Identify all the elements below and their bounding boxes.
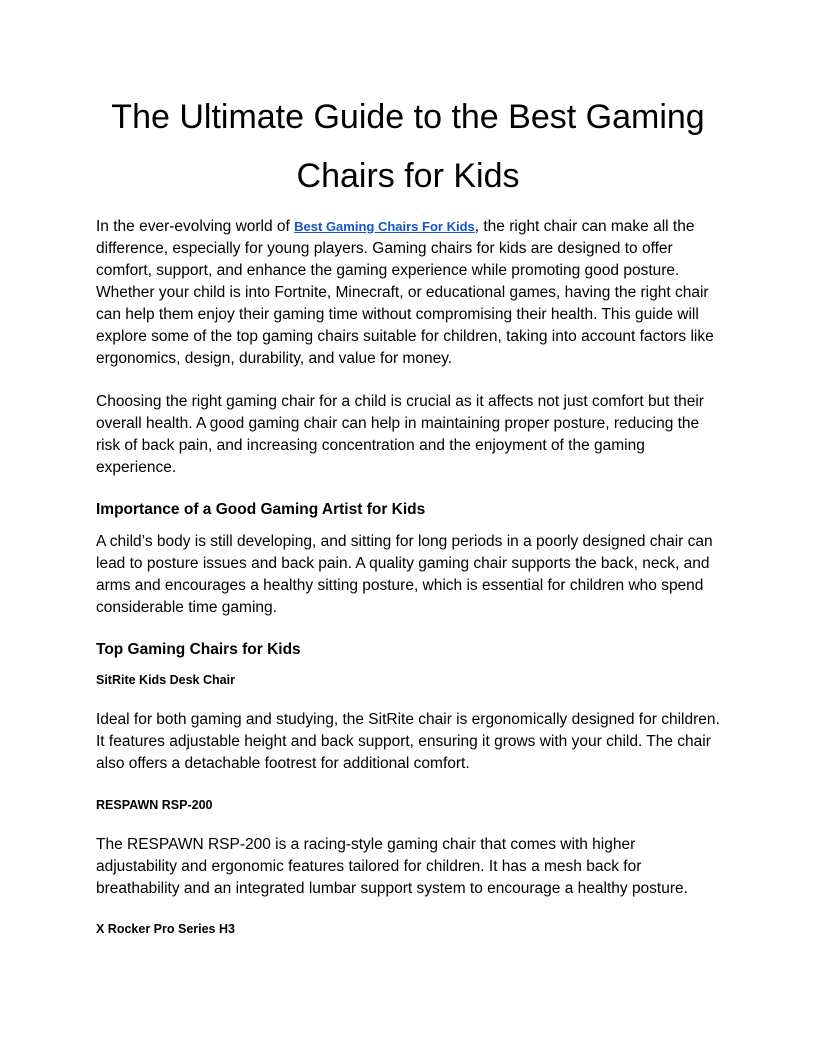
importance-heading: Importance of a Good Gaming Artist for Kids <box>96 501 426 518</box>
product-description-sitrite: Ideal for both gaming and studying, the SitRite chair is ergonomically designed for children. It features adjustable height and back support, ensuring it grows with your child. The chair also offers a detachable footrest for additional comfort. <box>96 711 720 772</box>
product-heading-x-rocker: X Rocker Pro Series H3 <box>96 922 235 936</box>
best-gaming-chairs-link[interactable]: Best Gaming Chairs For Kids <box>294 219 475 234</box>
product-heading-sitrite: SitRite Kids Desk Chair <box>96 673 235 687</box>
intro-text-after-link: , the right chair can make all the difference, especially for young players. Gaming chairs for kids are designed to offer comfort, support, and enhance the gaming experience while promoting good posture. Whether your child is into Fortnite, Minecraft, or educational games, having the right chair can help them enjoy their gaming time without compromising their health. This guide will explore some of the top gaming chairs suitable for children, taking into account factors like ergonomics, design, durability, and value for money. <box>96 218 714 367</box>
product-heading-respawn: RESPAWN RSP-200 <box>96 798 213 812</box>
product-description-respawn: The RESPAWN RSP-200 is a racing-style gaming chair that comes with higher adjustability and ergonomic features tailored for children. It has a mesh back for breathability and an integrated lumbar support system to encourage a healthy posture. <box>96 836 688 897</box>
document-title: The Ultimate Guide to the Best Gaming Chairs for Kids <box>111 98 705 195</box>
importance-paragraph: A child’s body is still developing, and sitting for long periods in a poorly designed chair can lead to posture issues and back pain. A quality gaming chair supports the back, neck, and arms and encourages a healthy sitting posture, which is essential for children who spend considerable time gaming. <box>96 533 713 616</box>
intro-text-before-link: In the ever-evolving world of <box>96 218 295 235</box>
intro-paragraph <box>96 216 720 370</box>
top-chairs-heading: Top Gaming Chairs for Kids <box>96 641 301 658</box>
posture-paragraph: Choosing the right gaming chair for a child is crucial as it affects not just comfort but their overall health. A good gaming chair can help in maintaining proper posture, reducing the risk of back pain, and increasing concentration and the enjoyment of the gaming experience. <box>96 393 704 476</box>
